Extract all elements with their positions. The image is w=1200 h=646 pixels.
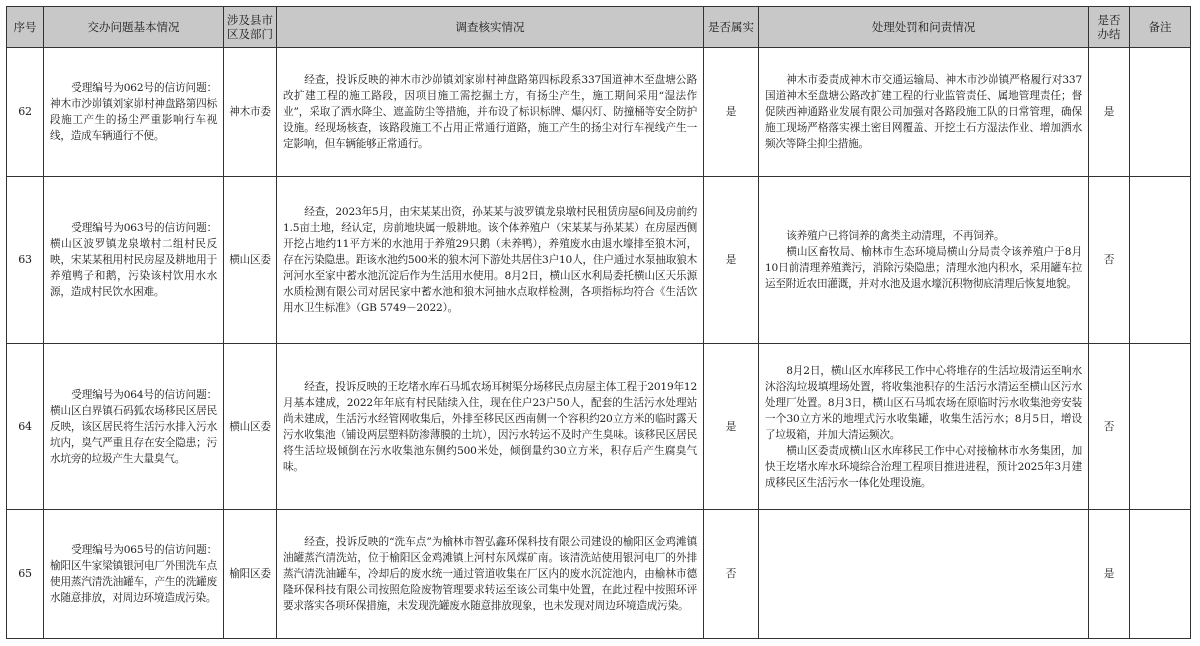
row-handling	[759, 177, 1089, 344]
row-issue	[44, 48, 224, 177]
row-county: 横山区委	[224, 177, 277, 344]
row-investigation	[277, 177, 704, 344]
row-county: 神木市委	[224, 48, 277, 177]
row-investigation-text: 经查，投诉反映的王圪堵水库石马坬农场耳树渠分场移民点房屋主体工程于2019年12月基本建成，2022年年底有村民陆续入住，现在住户23户50人，配套的生活污水处理站尚未建成，生活污水经管网收集后，外排至移民区西南侧一个容积约20立方米的临时露天污水收集池（铺设两层塑料防渗薄膜的土坑），因污水转运不及时产生臭味。该移民区居民将生活垃圾倾倒在污水收集池东侧约500米处，倾倒量约30立方米，积存后产生腐臭气味。	[283, 380, 697, 473]
row-closed: 否	[1089, 177, 1130, 344]
row-remark	[1130, 177, 1191, 344]
row-handling-text: 该养殖户已将饲养的禽类主动清理，不再饲养。	[786, 230, 1005, 242]
row-investigation-text: 经查，2023年5月，由宋某某出资，孙某某与波罗镇龙泉墩村民租赁房屋6间及房前约1.5亩土地，经认定，房前地块属一般耕地。该个体养殖户（宋某某与孙某某）在房屋西侧开挖占地约11平方米的水池用于养殖29只鹅（未养鸭），养殖废水由退水壕排至狼木河，存在污染隐患。距该水池约500米的狼木河下游处共居住3户10人，住户通过水泵抽取狼木河河水至家中蓄水池沉淀后作为生活用水使用。8月2日，横山区水利局委托横山区天乐源水质检测有限公司对居民家中蓄水池和狼木河抽水点取样检测，各项指标均符合《生活饮用水卫生标准》（GB 5749－2022）。	[283, 206, 697, 314]
row-investigation	[277, 510, 704, 639]
row-handling	[759, 48, 1089, 177]
row-handling	[759, 510, 1089, 639]
row-county: 横山区委	[224, 344, 277, 510]
table-header-row	[7, 7, 1191, 48]
row-handling-text: 横山区委责成横山区水库移民工作中心对接榆林市水务集团，加快王圪堵水库水环境综合治理工程项目推进进程，预计2025年3月建成移民区生活污水一体化处理设施。	[765, 444, 1082, 489]
row-county: 榆阳区委	[224, 510, 277, 639]
document-page	[6, 6, 1190, 639]
row-handling-text: 横山区畜牧局、榆林市生态环境局横山分局责令该养殖户于8月10日前清理养殖粪污，消除污染隐患；清理水池内积水，采用罐车拉运至附近农田灌溉，并对水池及退水壕沉积物彻底清理后恢复地貌。	[765, 246, 1082, 290]
row-handling-text: 8月2日，横山区水库移民工作中心将堆存的生活垃圾清运至响水沐浴沟垃圾填埋场处置，将收集池积存的生活污水清运至横山区污水处理厂处置。8月3日，横山区石马坬农场在原临时污水收集池旁安装一个30立方米的地埋式污水收集罐，收集生活污水；8月5日，增设了垃圾箱，并加大清运频次。	[765, 364, 1082, 441]
table-row	[7, 177, 1191, 344]
row-issue-text: 受理编号为064号的信访问题：横山区白界镇石码狐农场移民区居民反映，该区居民将生活污水排入污水坑内，臭气严重且存在安全隐患；污水坑旁的垃圾产生大量臭气。	[50, 388, 217, 465]
row-seq: 62	[7, 48, 44, 177]
row-investigation-text: 经查，投诉反映的神木市沙峁镇刘家峁村神盘路第四标段系337国道神木至盘塘公路改扩建工程的施工路段，因项目施工需挖掘土方，有扬尘产生，施工期间采用“湿法作业”，采取了洒水降尘、遮盖防尘等措施，并布设了标识标牌、爆闪灯、防撞桶等安全防护设施。经现场核查，该路段施工不占用正常通行道路，施工产生的扬尘对行车视线产生一定影响，但车辆能够正常通行。	[283, 74, 697, 150]
row-issue-text: 受理编号为062号的信访问题：神木市沙峁镇刘家峁村神盘路第四标段施工产生的扬尘严重影响行车视线，造成车辆通行不便。	[50, 82, 217, 142]
header-remark: 备注	[1130, 7, 1191, 48]
header-seq: 序号	[7, 7, 44, 48]
table-row	[7, 344, 1191, 510]
table-row	[7, 48, 1191, 177]
header-investigation: 调查核实情况	[277, 7, 704, 48]
row-valid: 否	[704, 510, 759, 639]
row-remark	[1130, 48, 1191, 177]
row-valid: 是	[704, 48, 759, 177]
table-row	[7, 510, 1191, 639]
row-closed: 是	[1089, 510, 1130, 639]
row-remark	[1130, 510, 1191, 639]
row-handling-text: 神木市委责成神木市交通运输局、神木市沙峁镇严格履行对337国道神木至盘塘公路改扩建工程的行业监管责任、属地管理责任；督促陕西神通路业发展有限公司加强对各路段施工队的日常管理，确保施工现场严格落实裸土密目网覆盖、开挖土石方湿法作业、增加洒水频次等降尘抑尘措施。	[765, 74, 1082, 150]
row-closed: 是	[1089, 48, 1130, 177]
row-closed: 否	[1089, 344, 1130, 510]
row-handling	[759, 344, 1089, 510]
row-issue	[44, 344, 224, 510]
petition-table	[6, 6, 1191, 639]
row-seq: 63	[7, 177, 44, 344]
row-valid: 是	[704, 177, 759, 344]
row-valid: 是	[704, 344, 759, 510]
row-issue	[44, 177, 224, 344]
row-issue-text: 受理编号为065号的信访问题：榆阳区牛家梁镇银河电厂外围洗车点使用蒸汽清洗油罐车，产生的洗罐废水随意排放，对周边环境造成污染。	[50, 544, 217, 604]
row-issue-text: 受理编号为063号的信访问题：横山区波罗镇龙泉墩村二组村民反映，宋某某租用村民房屋及耕地用于养殖鸭子和鹅，污染该村饮用水水源，造成村民饮水困难。	[50, 222, 217, 298]
row-investigation-text: 经查，投诉反映的“洗车点”为榆林市智弘鑫环保科技有限公司建设的榆阳区金鸡滩镇油罐蒸汽清洗站，位于榆阳区金鸡滩镇上河村东风煤矿南。该清洗站使用银河电厂的外排蒸汽清洗油罐车，冷却后的废水统一通过管道收集在厂区内的废水沉淀池内，由榆林市德隆环保科技有限公司按照危险废物管理要求转运至该公司集中处置，在此过程中按照环评要求落实各项环保措施，未发现洗罐废水随意排放现象，也未发现对周边环境造成污染。	[283, 536, 697, 612]
header-valid: 是否属实	[704, 7, 759, 48]
header-closed: 是否办结	[1089, 7, 1130, 48]
row-remark	[1130, 344, 1191, 510]
row-seq: 65	[7, 510, 44, 639]
row-investigation	[277, 48, 704, 177]
header-county: 涉及县市区及部门	[224, 7, 277, 48]
row-investigation	[277, 344, 704, 510]
row-issue	[44, 510, 224, 639]
header-issue: 交办问题基本情况	[44, 7, 224, 48]
row-seq: 64	[7, 344, 44, 510]
header-handling: 处理处罚和问责情况	[759, 7, 1089, 48]
